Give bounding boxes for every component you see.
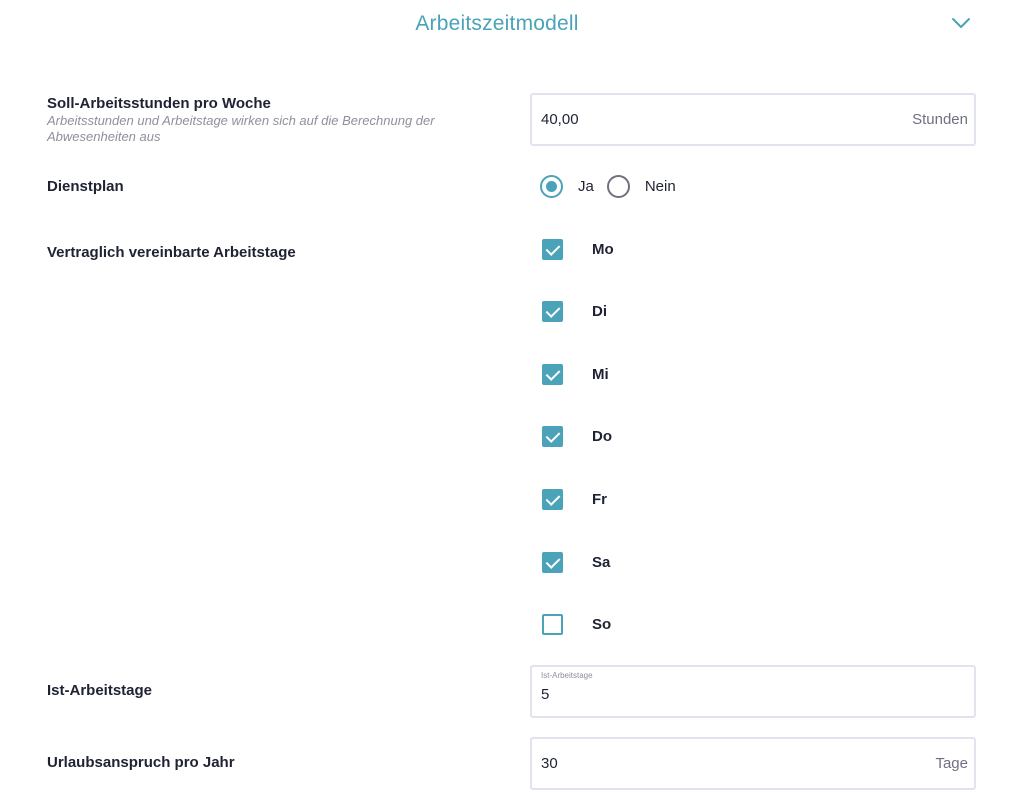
workday-fr[interactable] bbox=[542, 488, 607, 510]
vacation-label: Urlaubsanspruch pro Jahr bbox=[47, 754, 235, 771]
radio-ja[interactable] bbox=[540, 175, 607, 198]
workday-di[interactable] bbox=[542, 300, 607, 322]
weekly-hours-field[interactable] bbox=[530, 93, 976, 146]
vacation-input[interactable] bbox=[541, 739, 881, 788]
radio-nein-circle[interactable] bbox=[607, 175, 630, 198]
workday-mo[interactable] bbox=[542, 238, 614, 260]
chevron-down-icon[interactable] bbox=[950, 15, 972, 31]
radio-ja-label[interactable]: Ja bbox=[578, 177, 594, 195]
duty-roster-label: Dienstplan bbox=[47, 178, 124, 195]
vacation-unit: Tage bbox=[935, 755, 968, 772]
section-header[interactable] bbox=[0, 0, 1024, 52]
workday-sa-label[interactable]: Sa bbox=[592, 553, 611, 571]
workday-do-label[interactable]: Do bbox=[592, 427, 612, 445]
workday-fr-label[interactable]: Fr bbox=[592, 490, 607, 508]
workdays-label: Vertraglich vereinbarte Arbeitstage bbox=[47, 244, 296, 261]
workday-fr-checkbox[interactable] bbox=[542, 489, 563, 510]
actual-workdays-input[interactable] bbox=[541, 677, 881, 711]
workday-so-checkbox[interactable] bbox=[542, 614, 563, 635]
weekly-hours-unit: Stunden bbox=[912, 111, 968, 128]
actual-workdays-label: Ist-Arbeitstage bbox=[47, 682, 153, 699]
workday-mi[interactable] bbox=[542, 363, 609, 385]
workday-di-checkbox[interactable] bbox=[542, 301, 563, 322]
workday-mi-checkbox[interactable] bbox=[542, 364, 563, 385]
vacation-field[interactable] bbox=[530, 737, 976, 790]
workday-mi-label[interactable]: Mi bbox=[592, 365, 609, 383]
workday-so-label[interactable]: So bbox=[592, 615, 612, 633]
radio-ja-circle[interactable] bbox=[540, 175, 563, 198]
workday-sa[interactable] bbox=[542, 551, 610, 573]
workday-mo-checkbox[interactable] bbox=[542, 239, 563, 260]
weekly-hours-input[interactable] bbox=[541, 95, 881, 144]
section-title: Arbeitszeitmodell bbox=[415, 12, 579, 35]
actual-workdays-field-label: Ist-Arbeitstage bbox=[541, 671, 593, 680]
weekly-hours-label: Soll-Arbeitsstunden pro Woche bbox=[47, 95, 271, 112]
actual-workdays-field[interactable] bbox=[530, 665, 976, 718]
duty-roster-radio-group bbox=[540, 174, 689, 198]
radio-nein[interactable] bbox=[607, 175, 689, 198]
workday-do-checkbox[interactable] bbox=[542, 426, 563, 447]
workday-so[interactable] bbox=[542, 613, 611, 635]
weekly-hours-hint: Arbeitsstunden und Arbeitstage wirken sich auf die Berechnung der Abwesenheiten aus bbox=[47, 113, 435, 144]
radio-nein-label[interactable]: Nein bbox=[644, 177, 676, 195]
workday-di-label[interactable]: Di bbox=[592, 302, 607, 320]
workday-mo-label[interactable]: Mo bbox=[592, 240, 614, 258]
workday-sa-checkbox[interactable] bbox=[542, 552, 563, 573]
workday-do[interactable] bbox=[542, 425, 612, 447]
